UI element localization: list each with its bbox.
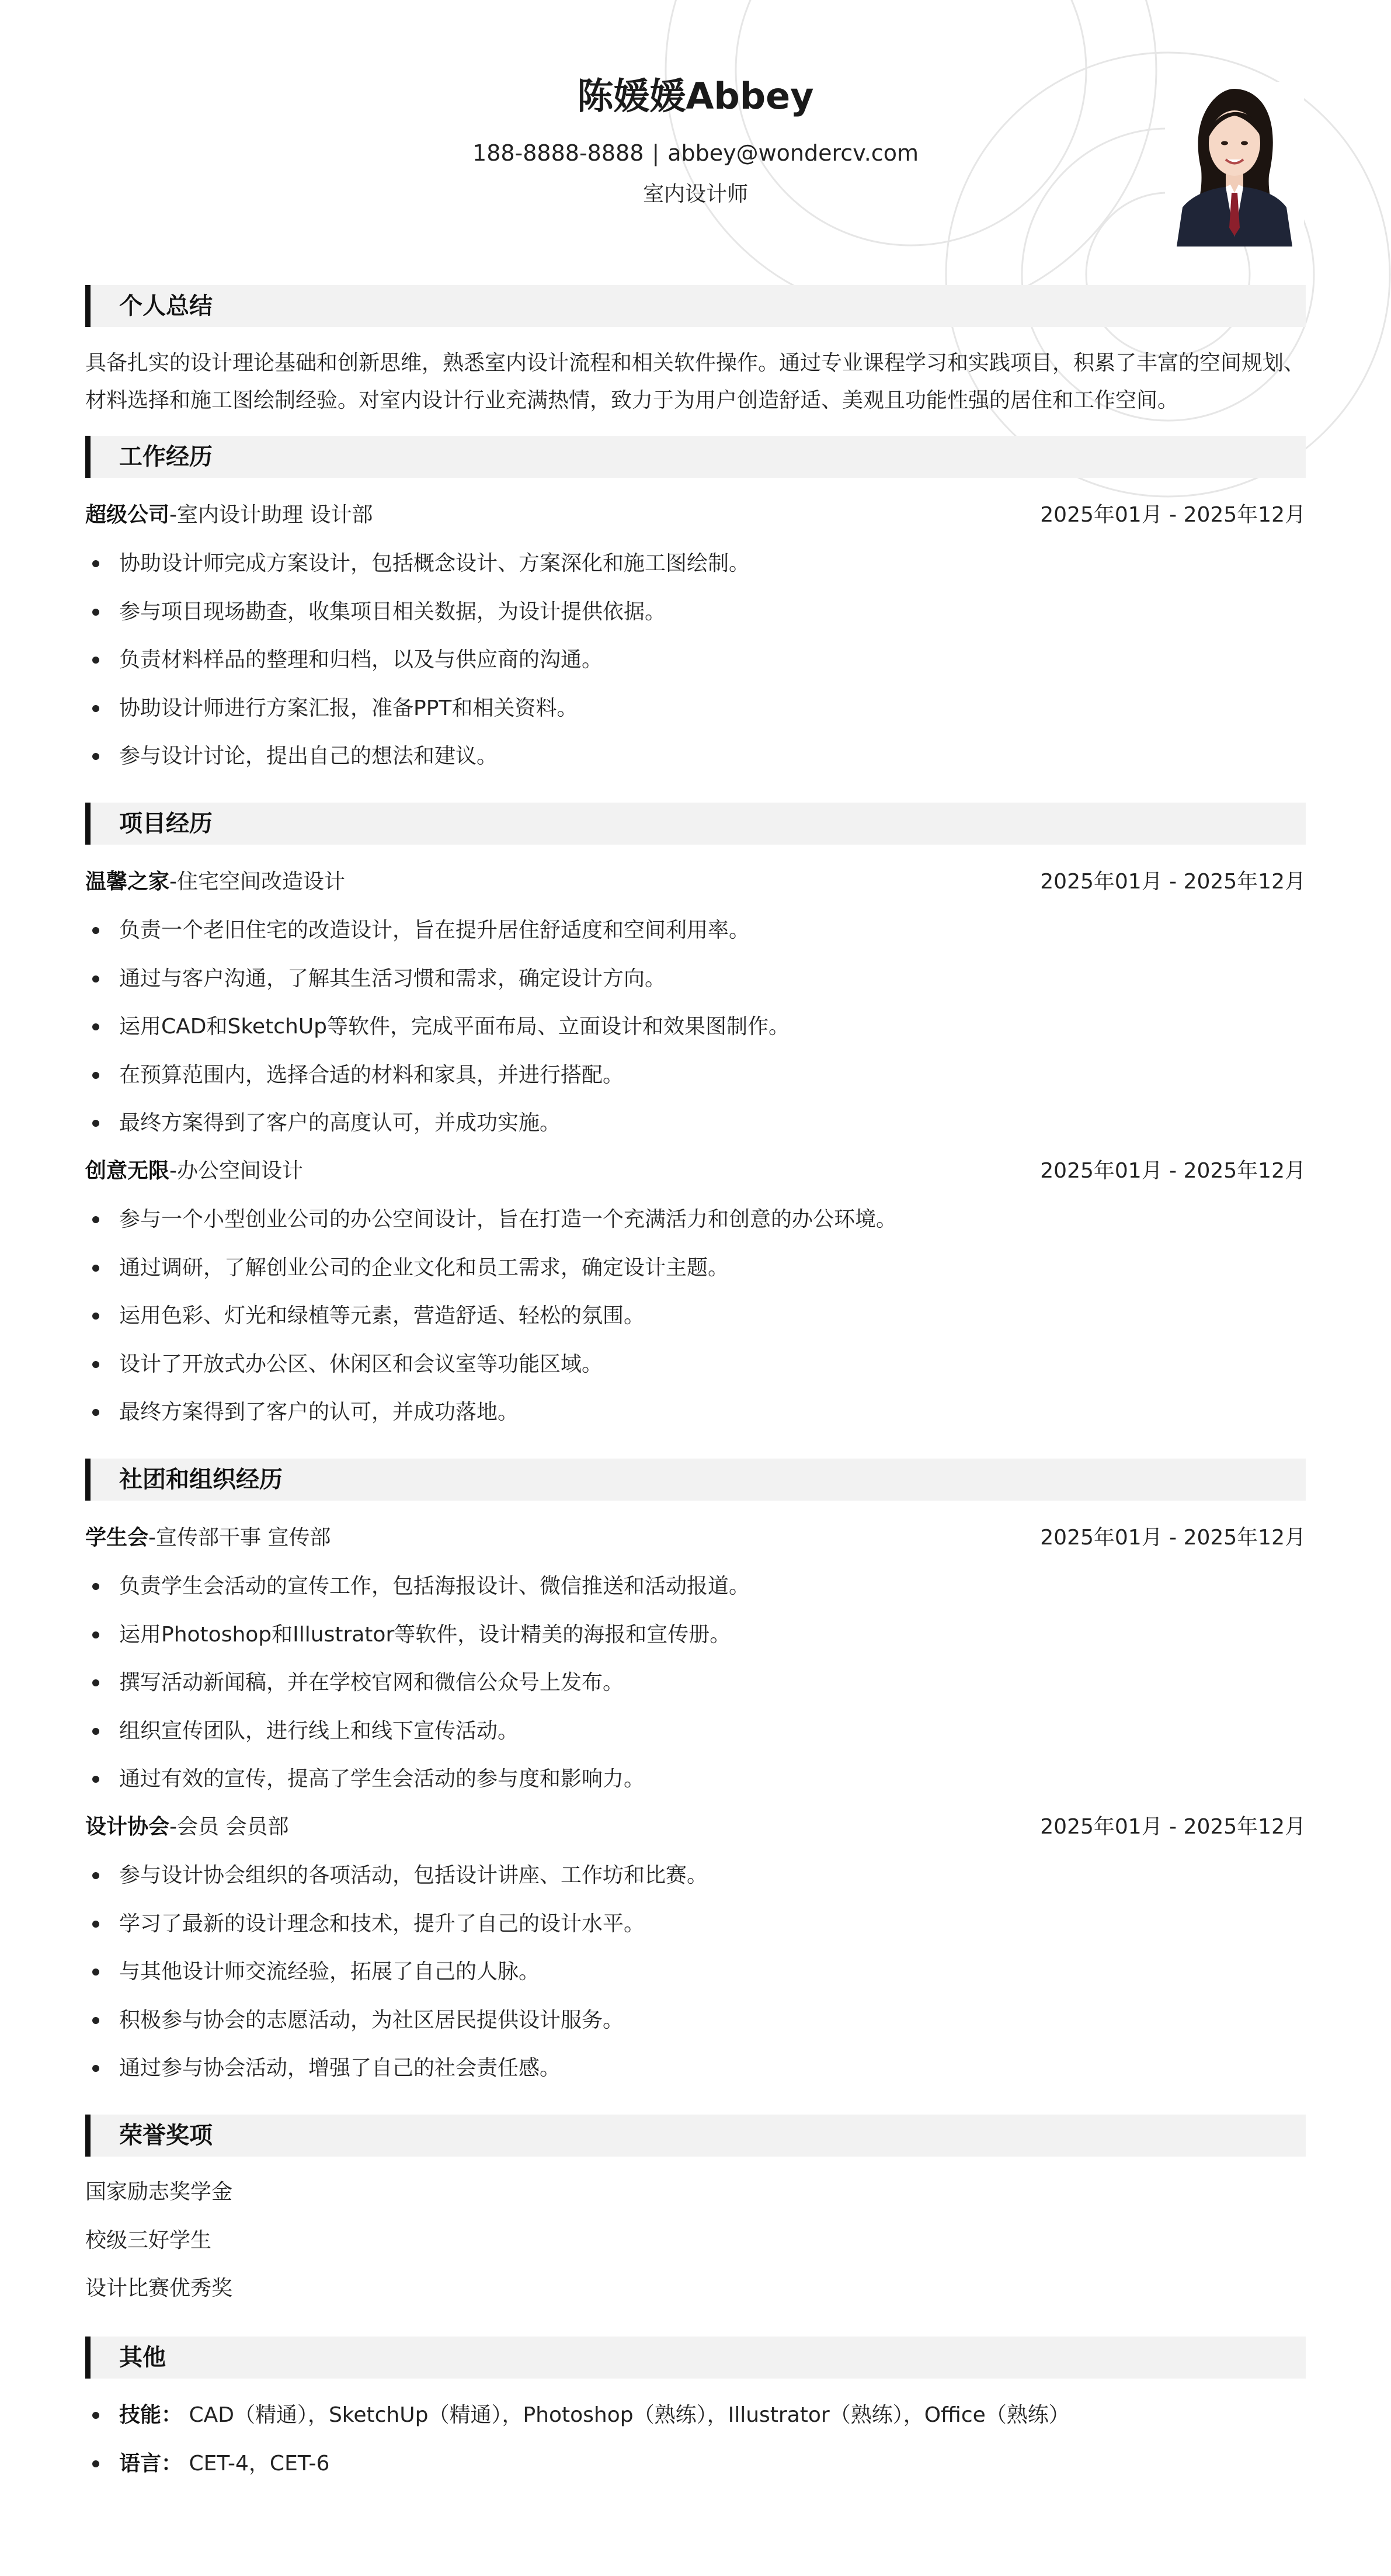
list-item: 在预算范围内，选择合适的材料和家具，并进行搭配。 bbox=[85, 1051, 1306, 1100]
list-item: 通过调研，了解创业公司的企业文化和员工需求，确定设计主题。 bbox=[85, 1244, 1306, 1293]
list-item: 参与设计讨论，提出自己的想法和建议。 bbox=[85, 732, 1306, 781]
other-list bbox=[85, 2391, 1306, 2488]
list-item: 负责材料样品的整理和归档，以及与供应商的沟通。 bbox=[85, 636, 1306, 685]
work-bullets bbox=[85, 540, 1306, 781]
section-title: 社团和组织经历 bbox=[119, 1466, 283, 1493]
list-item: 通过有效的宣传，提高了学生会活动的参与度和影响力。 bbox=[85, 1755, 1306, 1804]
list-item: 运用Photoshop和Illustrator等软件，设计精美的海报和宣传册。 bbox=[85, 1611, 1306, 1660]
list-item bbox=[85, 2391, 1306, 2440]
work-entry-header bbox=[85, 498, 1306, 533]
role-title: -住宅空间改造设计 bbox=[169, 870, 346, 894]
language-label: 语言： bbox=[119, 2451, 183, 2476]
organization-name: 超级公司 bbox=[85, 503, 170, 527]
section-title: 荣誉奖项 bbox=[119, 2122, 213, 2149]
candidate-name: 陈媛媛Abbey bbox=[577, 75, 814, 117]
list-item: 组织宣传团队，进行线上和线下宣传活动。 bbox=[85, 1707, 1306, 1756]
list-item: 最终方案得到了客户的认可，并成功落地。 bbox=[85, 1388, 1306, 1437]
project-entry-header bbox=[85, 865, 1306, 900]
list-item: 积极参与协会的志愿活动，为社区居民提供设计服务。 bbox=[85, 1997, 1306, 2045]
club-entry-header bbox=[85, 1810, 1306, 1845]
list-item: 通过参与协会活动，增强了自己的社会责任感。 bbox=[85, 2044, 1306, 2093]
list-item: 最终方案得到了客户的高度认可，并成功实施。 bbox=[85, 1099, 1306, 1148]
role-title: -会员 会员部 bbox=[169, 1815, 289, 1839]
date-range: 2025年01月 - 2025年12月 bbox=[1040, 503, 1306, 527]
list-item: 设计了开放式办公区、休闲区和会议室等功能区域。 bbox=[85, 1341, 1306, 1389]
list-item: 国家励志奖学金 bbox=[85, 2180, 233, 2204]
section-title: 工作经历 bbox=[119, 443, 213, 470]
list-item: 协助设计师完成方案设计，包括概念设计、方案深化和施工图绘制。 bbox=[85, 540, 1306, 588]
phone-number: 188-8888-8888 bbox=[472, 140, 644, 166]
section-work bbox=[85, 436, 1306, 478]
language-value: CET-4，CET-6 bbox=[189, 2451, 330, 2476]
list-item: 设计比赛优秀奖 bbox=[85, 2276, 233, 2300]
list-item: 与其他设计师交流经验，拓展了自己的人脉。 bbox=[85, 1948, 1306, 1997]
list-item: 运用CAD和SketchUp等软件，完成平面布局、立面设计和效果图制作。 bbox=[85, 1003, 1306, 1051]
avatar bbox=[1165, 82, 1304, 247]
list-item: 撰写活动新闻稿，并在学校官网和微信公众号上发布。 bbox=[85, 1659, 1306, 1707]
club-bullets bbox=[85, 1563, 1306, 1804]
organization-name: 创意无限 bbox=[85, 1159, 170, 1183]
list-item: 参与一个小型创业公司的办公空间设计，旨在打造一个充满活力和创意的办公环境。 bbox=[85, 1196, 1306, 1244]
date-range: 2025年01月 - 2025年12月 bbox=[1040, 1815, 1306, 1839]
section-title: 个人总结 bbox=[119, 293, 213, 320]
role-title: -宣传部干事 宣传部 bbox=[148, 1526, 331, 1550]
skills-label: 技能： bbox=[119, 2403, 183, 2427]
organization-name: 设计协会 bbox=[85, 1815, 170, 1839]
section-title: 项目经历 bbox=[119, 810, 213, 837]
project-bullets bbox=[85, 1196, 1306, 1437]
list-item: 负责一个老旧住宅的改造设计，旨在提升居住舒适度和空间利用率。 bbox=[85, 907, 1306, 955]
role-title: -办公空间设计 bbox=[169, 1159, 304, 1183]
section-projects bbox=[85, 803, 1306, 845]
section-title: 其他 bbox=[119, 2344, 166, 2371]
section-clubs bbox=[85, 1459, 1306, 1501]
list-item: 校级三好学生 bbox=[85, 2228, 212, 2252]
section-summary bbox=[85, 285, 1306, 327]
list-item: 参与设计协会组织的各项活动，包括设计讲座、工作坊和比赛。 bbox=[85, 1852, 1306, 1900]
club-entry-header bbox=[85, 1520, 1306, 1556]
project-bullets bbox=[85, 907, 1306, 1148]
organization-name: 学生会 bbox=[85, 1526, 149, 1550]
honors-list bbox=[85, 2168, 1306, 2313]
list-item bbox=[85, 2440, 1306, 2488]
summary-text: 具备扎实的设计理论基础和创新思维，熟悉室内设计流程和相关软件操作。通过专业课程学习和实践项目，积累了丰富的空间规划、材料选择和施工图绘制经验。对室内设计行业充满热情，致力于为用户创造舒适、美观且功能性强的居住和工作空间。 bbox=[85, 351, 1305, 412]
job-title: 室内设计师 bbox=[642, 182, 748, 206]
date-range: 2025年01月 - 2025年12月 bbox=[1040, 1526, 1306, 1550]
project-entry-header bbox=[85, 1154, 1306, 1189]
organization-name: 温馨之家 bbox=[85, 870, 170, 894]
list-item: 协助设计师进行方案汇报，准备PPT和相关资料。 bbox=[85, 685, 1306, 733]
section-other bbox=[85, 2337, 1306, 2379]
contact-separator: | bbox=[652, 140, 660, 166]
list-item: 学习了最新的设计理念和技术，提升了自己的设计水平。 bbox=[85, 1900, 1306, 1949]
club-bullets bbox=[85, 1852, 1306, 2093]
list-item: 负责学生会活动的宣传工作，包括海报设计、微信推送和活动报道。 bbox=[85, 1563, 1306, 1611]
email-address: abbey@wondercv.com bbox=[667, 140, 919, 166]
section-honors bbox=[85, 2115, 1306, 2157]
skills-value: CAD（精通），SketchUp（精通），Photoshop（熟练），Illustrator（熟练），Office（熟练） bbox=[189, 2403, 1070, 2427]
date-range: 2025年01月 - 2025年12月 bbox=[1040, 1159, 1306, 1183]
list-item: 运用色彩、灯光和绿植等元素，营造舒适、轻松的氛围。 bbox=[85, 1292, 1306, 1341]
list-item: 参与项目现场勘查，收集项目相关数据，为设计提供依据。 bbox=[85, 588, 1306, 637]
date-range: 2025年01月 - 2025年12月 bbox=[1040, 870, 1306, 894]
list-item: 通过与客户沟通，了解其生活习惯和需求，确定设计方向。 bbox=[85, 955, 1306, 1004]
role-title: -室内设计助理 设计部 bbox=[169, 503, 373, 527]
